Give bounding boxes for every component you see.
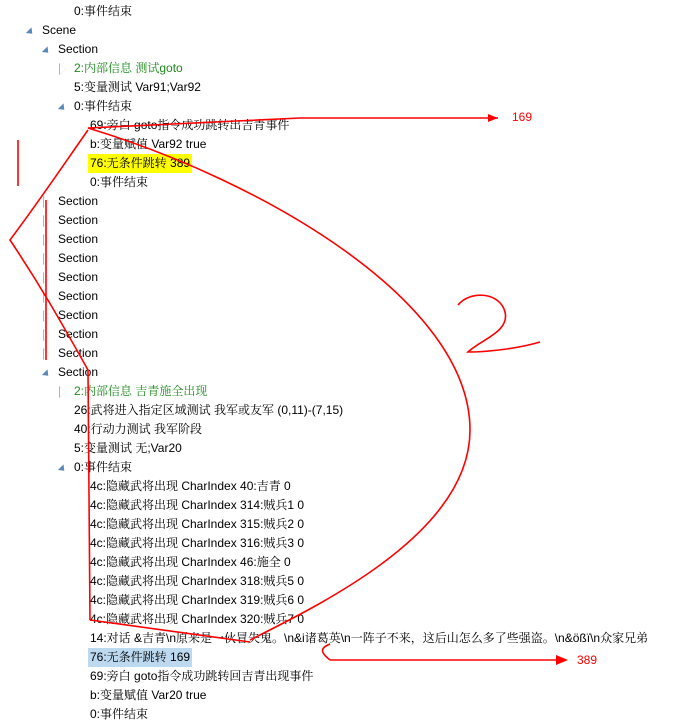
chevron-down-icon[interactable] — [42, 44, 54, 56]
tree-node-label: 4c:隐藏武将出现 CharIndex 46:施全 0 — [90, 555, 291, 569]
tree-node[interactable] — [0, 230, 681, 249]
tree-node-label: 4c:隐藏武将出现 CharIndex 315:贼兵2 0 — [90, 517, 305, 531]
tree-node-label: Section — [58, 346, 99, 360]
tree-spacer — [74, 690, 86, 702]
tree-node[interactable] — [0, 173, 681, 192]
tree-node-label: Section — [58, 42, 99, 56]
tree-node[interactable] — [0, 420, 681, 439]
tree-node-label: 0:事件结束 — [74, 99, 133, 113]
tree-spacer — [58, 82, 70, 94]
chevron-down-icon[interactable] — [42, 367, 54, 379]
tree-node-label: 4c:隐藏武将出现 CharIndex 319:贼兵6 0 — [90, 593, 305, 607]
chevron-right-icon[interactable] — [42, 196, 54, 208]
tree-node-label: Scene — [42, 23, 77, 37]
tree-spacer — [58, 405, 70, 417]
tree-node-label: Section — [58, 327, 99, 341]
tree-node[interactable] — [0, 78, 681, 97]
tree-node[interactable] — [0, 629, 681, 648]
chevron-right-icon[interactable] — [42, 291, 54, 303]
tree-spacer — [74, 614, 86, 626]
tree-node[interactable] — [0, 667, 681, 686]
tree-node-label: 0:事件结束 — [74, 460, 133, 474]
chevron-right-icon[interactable] — [42, 272, 54, 284]
tree-node-label: 14:对话 &吉青\n原来是一伙冒失鬼。\n&i诸葛英\n一阵子不来，这后山怎么多了些强盗。\n&ößï\n众家兄弟 — [90, 631, 649, 645]
chevron-right-icon[interactable] — [42, 329, 54, 341]
tree-node-label: 4c:隐藏武将出现 CharIndex 318:贼兵5 0 — [90, 574, 305, 588]
tree-node-label: Section — [58, 232, 99, 246]
tree-node-label: 69:旁白 goto指令成功跳转出吉青事件 — [90, 118, 290, 132]
tree-node-label: Section — [58, 365, 99, 379]
tree-node[interactable] — [0, 401, 681, 420]
tree-node[interactable] — [0, 534, 681, 553]
tree-node[interactable] — [0, 116, 681, 135]
tree-node[interactable] — [0, 249, 681, 268]
tree-node[interactable] — [0, 363, 681, 382]
tree-spacer — [74, 158, 86, 170]
tree-node[interactable] — [0, 325, 681, 344]
tree-node[interactable] — [0, 344, 681, 363]
tree-spacer — [74, 671, 86, 683]
tree-spacer — [74, 576, 86, 588]
tree-node[interactable] — [0, 135, 681, 154]
tree-spacer — [58, 443, 70, 455]
tree-spacer — [74, 557, 86, 569]
tree-node-label: 5:变量测试 无;Var20 — [74, 441, 182, 455]
tree-node-label: Section — [58, 289, 99, 303]
tree-node[interactable] — [0, 192, 681, 211]
tree-node[interactable] — [0, 306, 681, 325]
tree-spacer — [74, 519, 86, 531]
tree-node-label: Section — [58, 270, 99, 284]
tree-node-label: Section — [58, 213, 99, 227]
tree-node[interactable] — [0, 705, 681, 724]
tree-node-label: 5:变量测试 Var91;Var92 — [74, 80, 201, 94]
tree-spacer — [58, 424, 70, 436]
jump-target-169-top: 169 — [512, 110, 533, 124]
tree-node-label: 76:无条件跳转 389 — [88, 154, 192, 173]
tree-node-label: 2:内部信息 吉青施全出现 — [74, 384, 208, 398]
tree-node-label: b:变量赋值 Var92 true — [90, 137, 207, 151]
tree-spacer — [74, 139, 86, 151]
tree-spacer — [74, 500, 86, 512]
tree-node-label: Section — [58, 194, 99, 208]
tree-spacer — [74, 709, 86, 721]
tree-node-label: 4c:隐藏武将出现 CharIndex 316:贼兵3 0 — [90, 536, 305, 550]
tree-node[interactable] — [0, 97, 681, 116]
tree-node-label: 0:事件结束 — [90, 707, 149, 721]
tree-spacer — [74, 538, 86, 550]
tree-node-label: 4c:隐藏武将出现 CharIndex 40:吉青 0 — [90, 479, 291, 493]
tree-node[interactable] — [0, 268, 681, 287]
tree-node-label: b:变量赋值 Var20 true — [90, 688, 207, 702]
tree-node[interactable] — [0, 553, 681, 572]
chevron-right-icon[interactable] — [42, 348, 54, 360]
chevron-down-icon[interactable] — [58, 462, 70, 474]
tree-node[interactable] — [0, 154, 681, 173]
tree-node-label: 0:事件结束 — [74, 4, 133, 18]
tree-node[interactable] — [0, 59, 681, 78]
tree-node-label: Section — [58, 308, 99, 322]
chevron-right-icon[interactable] — [42, 310, 54, 322]
chevron-down-icon[interactable] — [58, 101, 70, 113]
chevron-right-icon[interactable] — [42, 215, 54, 227]
tree-node-label: 2:内部信息 测试goto — [74, 61, 183, 75]
tree-node[interactable] — [0, 382, 681, 401]
tree-spacer — [74, 120, 86, 132]
tree-node-label: 69:旁白 goto指令成功跳转回吉青出现事件 — [90, 669, 314, 683]
tree-node[interactable] — [0, 2, 681, 21]
tree-node[interactable] — [0, 211, 681, 230]
chevron-down-icon[interactable] — [26, 25, 38, 37]
tree-node[interactable] — [0, 686, 681, 705]
tree-spacer — [74, 595, 86, 607]
tree-spacer — [74, 481, 86, 493]
tree-node-label: 0:事件结束 — [90, 175, 149, 189]
tree-node[interactable] — [0, 496, 681, 515]
tree-node[interactable] — [0, 40, 681, 59]
tree-node[interactable] — [0, 477, 681, 496]
tree-node-label: 26:武将进入指定区域测试 我军或友军 (0,11)-(7,15) — [74, 403, 344, 417]
tree-node[interactable] — [0, 610, 681, 629]
tree-node-label: 76:无条件跳转 169 — [88, 648, 192, 667]
tree-node-label: Section — [58, 251, 99, 265]
tree-spacer — [58, 6, 70, 18]
chevron-right-icon[interactable] — [42, 234, 54, 246]
tree-node[interactable] — [0, 515, 681, 534]
jump-target-389-bottom: 389 — [577, 653, 598, 667]
tree-spacer — [74, 652, 86, 664]
chevron-right-icon[interactable] — [58, 63, 70, 75]
tree-node[interactable] — [0, 439, 681, 458]
tree-node[interactable] — [0, 458, 681, 477]
tree-spacer — [74, 177, 86, 189]
chevron-right-icon[interactable] — [58, 386, 70, 398]
chevron-right-icon[interactable] — [42, 253, 54, 265]
tree-node[interactable] — [0, 21, 681, 40]
tree-node[interactable] — [0, 591, 681, 610]
tree-spacer — [74, 633, 86, 645]
tree-node[interactable] — [0, 572, 681, 591]
tree-node-label: 40:行动力测试 我军阶段 — [74, 422, 203, 436]
tree-node-label: 4c:隐藏武将出现 CharIndex 320:贼兵7 0 — [90, 612, 305, 626]
tree-node-label: 4c:隐藏武将出现 CharIndex 314:贼兵1 0 — [90, 498, 305, 512]
tree-node[interactable] — [0, 287, 681, 306]
